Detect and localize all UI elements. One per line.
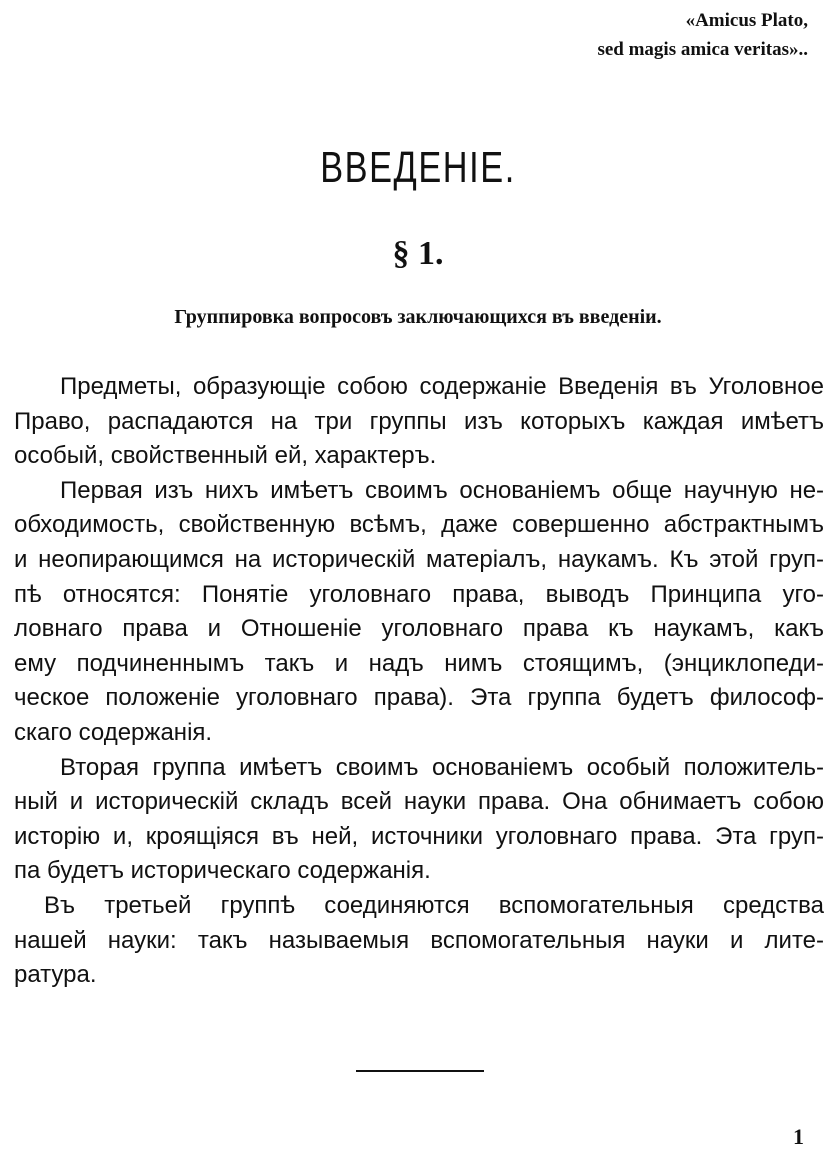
text-line: ческое положеніе уголовнаго права). Эта группа будетъ философ- [14, 684, 824, 712]
epigraph [597, 6, 808, 64]
paragraph [14, 889, 824, 993]
section-divider [356, 1070, 484, 1072]
text-line: Право, распадаются на три группы изъ которыхъ каждая имѣетъ [14, 407, 824, 435]
epigraph-line-1: «Amicus Plato, [685, 10, 808, 31]
text-line: нашей науки: такъ называемыя вспомогательныя науки и лите- [14, 926, 824, 954]
paragraph [14, 370, 824, 474]
text-line: ный и историческій складъ всей науки права. Она обнимаетъ собою [14, 788, 824, 816]
section-number: § 1. [392, 235, 444, 272]
page-number: 1 [793, 1124, 804, 1149]
paragraph [14, 474, 824, 751]
text-line: ловнаго права и Отношеніе уголовнаго права къ наукамъ, какъ [14, 615, 824, 643]
text-line: и неопирающимся на историческій матеріалъ, наукамъ. Къ этой груп- [14, 545, 824, 573]
text-line: скаго содержанія. [14, 718, 213, 746]
text-line: па будетъ историческаго содержанія. [14, 857, 431, 885]
text-line: ему подчиненнымъ такъ и надъ нимъ стоящимъ, (энциклопеди- [14, 649, 824, 677]
text-line: Предметы, образующіе собою содержаніе Введенія въ Уголовное [60, 373, 824, 400]
epigraph-line-2 [597, 35, 808, 64]
text-line: Въ третьей группѣ соединяются вспомогательныя средства [44, 891, 824, 919]
text-line: пѣ относятся: Понятіе уголовнаго права, выводъ Принципа уго- [14, 580, 824, 608]
text-line: Первая изъ нихъ имѣетъ своимъ основаніемъ обще научную не- [60, 476, 824, 504]
chapter-title: ВВЕДЕНІЕ. [320, 143, 516, 192]
paragraph [14, 751, 824, 889]
text-line: особый, свойственный ей, характеръ. [14, 442, 437, 470]
text-line: ратура. [14, 961, 97, 989]
text-line: исторію и, кроящіяся въ ней, источники уголовнаго права. Эта груп- [14, 822, 824, 850]
body-text [14, 370, 824, 993]
epigraph-line-2-text: sed magis amica veritas». [597, 39, 804, 60]
text-line: обходимость, свойственную всѣмъ, даже совершенно абстрактнымъ [14, 511, 824, 539]
text-line: Вторая группа имѣетъ своимъ основаніемъ особый положитель- [60, 753, 824, 781]
epigraph-trail: . [803, 39, 808, 60]
section-heading: Группировка вопросовъ заключающихся въ введеніи. [174, 306, 662, 328]
